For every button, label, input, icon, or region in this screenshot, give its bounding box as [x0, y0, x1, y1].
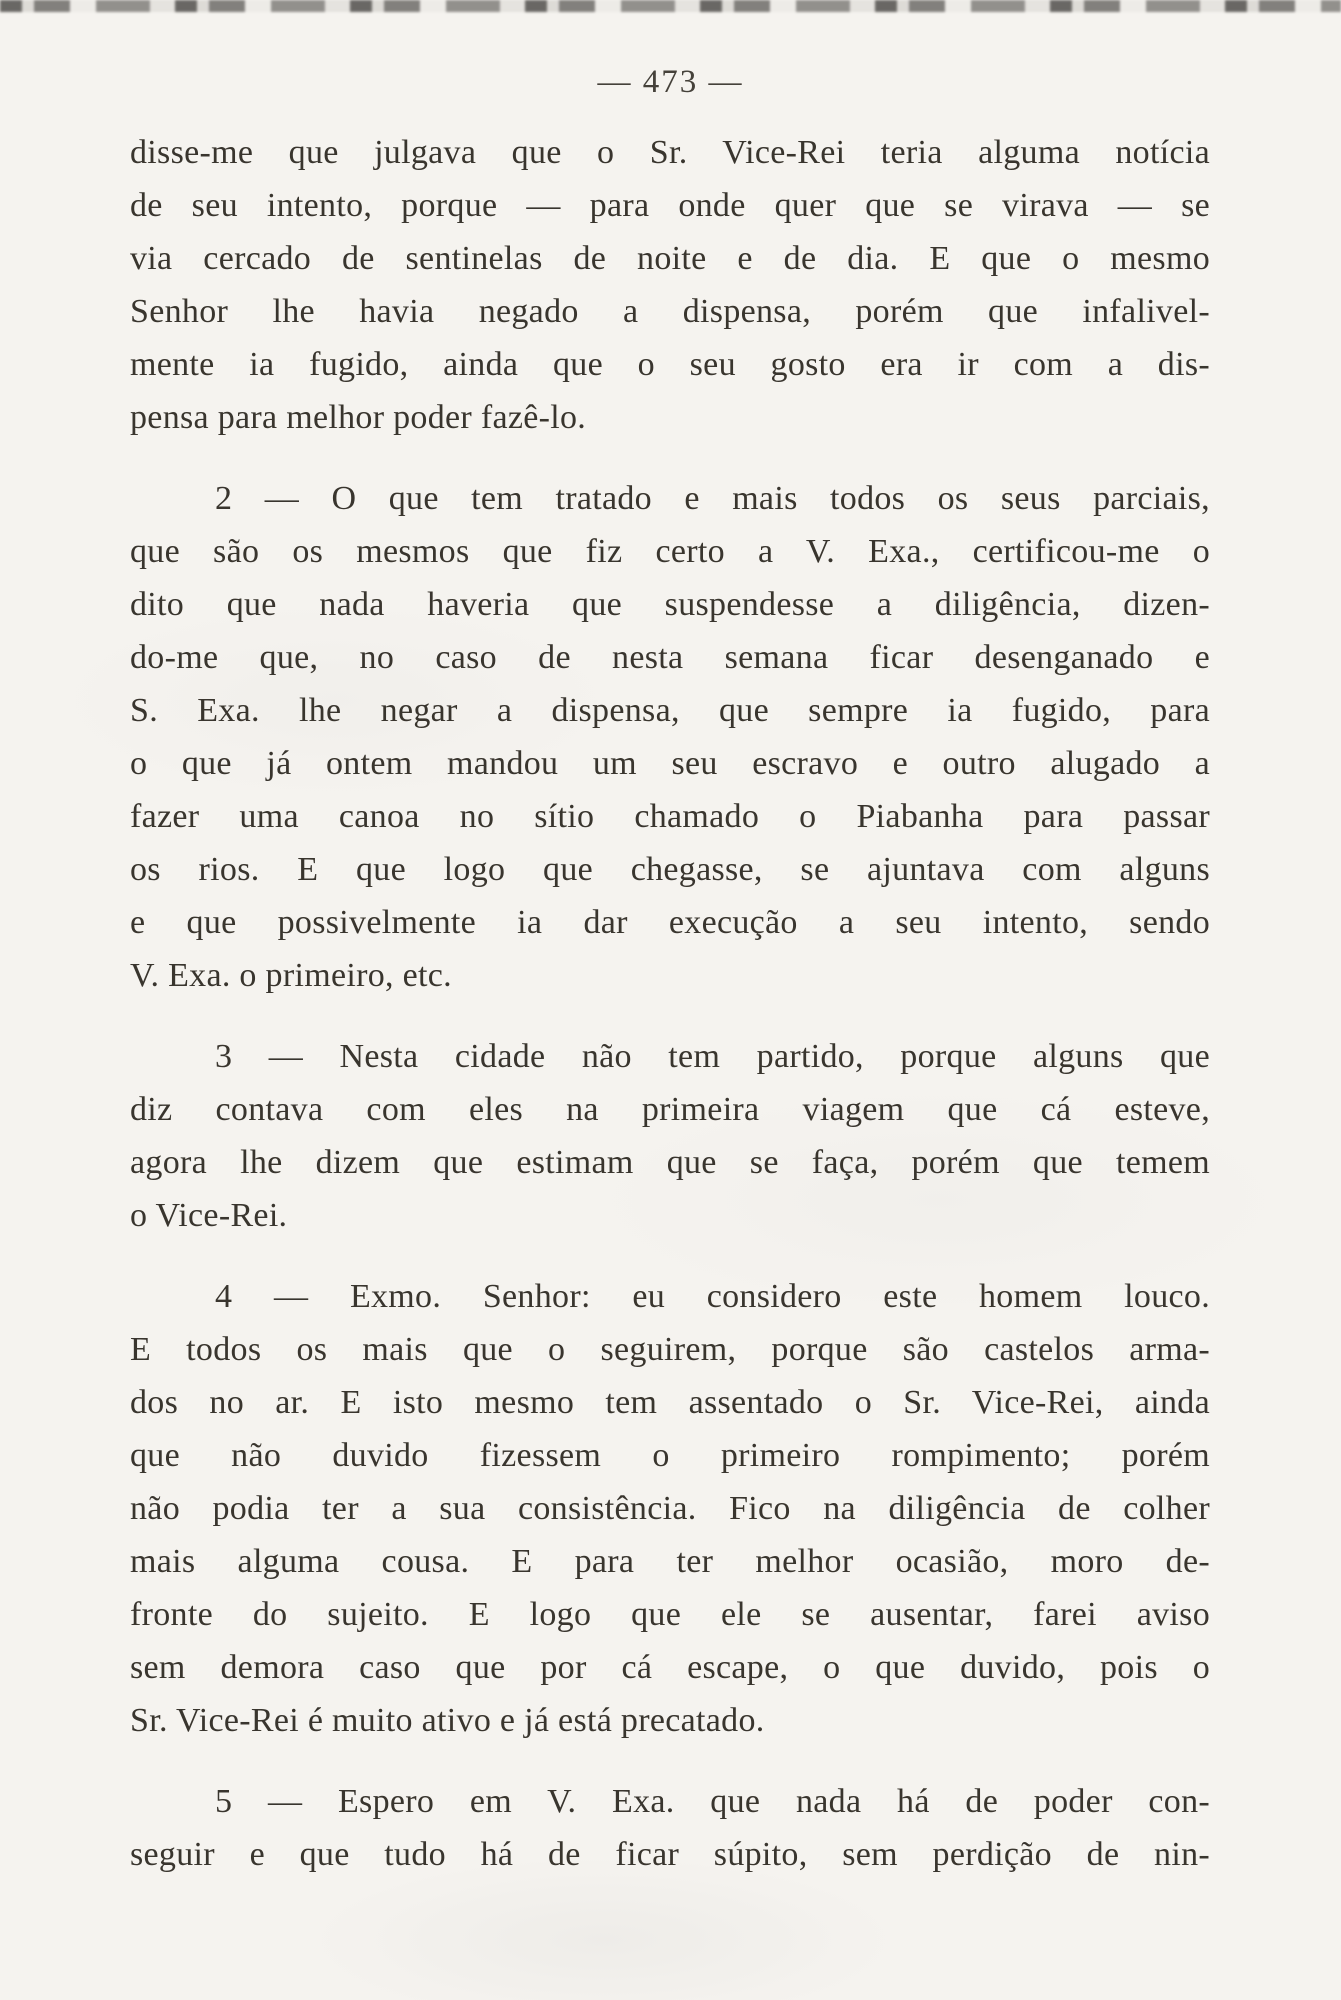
- text-line: diz contava com eles na primeira viagem que cá esteve,: [130, 1091, 1210, 1128]
- text-line: mais alguma cousa. E para ter melhor ocasião, moro de-: [130, 1543, 1210, 1580]
- text-line: o Vice-Rei.: [130, 1197, 288, 1234]
- text-line: Sr. Vice-Rei é muito ativo e já está precatado.: [130, 1702, 765, 1739]
- text-line: S. Exa. lhe negar a dispensa, que sempre ia fugido, para: [130, 692, 1210, 729]
- text-line: E todos os mais que o seguirem, porque são castelos arma-: [130, 1331, 1210, 1368]
- paragraph: [130, 1270, 1210, 1747]
- paragraph: [130, 1775, 1210, 1881]
- text-line: sem demora caso que por cá escape, o que duvido, pois o: [130, 1649, 1210, 1686]
- page-number: — 473 —: [597, 64, 744, 100]
- text-line: os rios. E que logo que chegasse, se ajuntava com alguns: [130, 851, 1210, 888]
- text-line: mente ia fugido, ainda que o seu gosto era ir com a dis-: [130, 346, 1210, 383]
- scan-edge-artifact: [0, 0, 1341, 12]
- text-line: que são os mesmos que fiz certo a V. Exa., certificou-me o: [130, 533, 1210, 570]
- text-line: do-me que, no caso de nesta semana ficar desenganado e: [130, 639, 1210, 676]
- text-line: 4 — Exmo. Senhor: eu considero este homem louco.: [215, 1278, 1210, 1315]
- text-line: fronte do sujeito. E logo que ele se ausentar, farei aviso: [130, 1596, 1210, 1633]
- text-line: de seu intento, porque — para onde quer que se virava — se: [130, 187, 1210, 224]
- text-line: e que possivelmente ia dar execução a seu intento, sendo: [130, 904, 1210, 941]
- text-line: que não duvido fizessem o primeiro rompimento; porém: [130, 1437, 1210, 1474]
- text-line: Senhor lhe havia negado a dispensa, porém que infalivel-: [130, 293, 1210, 330]
- text-line: V. Exa. o primeiro, etc.: [130, 957, 452, 994]
- text-line: não podia ter a sua consistência. Fico na diligência de colher: [130, 1490, 1210, 1527]
- paragraph: [130, 472, 1210, 1002]
- paragraph: [130, 1030, 1210, 1242]
- text-line: agora lhe dizem que estimam que se faça, porém que temem: [130, 1144, 1210, 1181]
- text-line: via cercado de sentinelas de noite e de dia. E que o mesmo: [130, 240, 1210, 277]
- text-line: seguir e que tudo há de ficar súpito, sem perdição de nin-: [130, 1836, 1210, 1873]
- text-line: disse-me que julgava que o Sr. Vice-Rei teria alguma notícia: [130, 134, 1210, 171]
- text-line: pensa para melhor poder fazê-lo.: [130, 399, 587, 436]
- text-line: 2 — O que tem tratado e mais todos os seus parciais,: [215, 480, 1210, 517]
- text-line: o que já ontem mandou um seu escravo e outro alugado a: [130, 745, 1210, 782]
- text-line: fazer uma canoa no sítio chamado o Piabanha para passar: [130, 798, 1210, 835]
- page-text: [130, 126, 1210, 1909]
- text-line: 5 — Espero em V. Exa. que nada há de poder con-: [215, 1783, 1210, 1820]
- text-line: dito que nada haveria que suspendesse a diligência, dizen-: [130, 586, 1210, 623]
- text-line: 3 — Nesta cidade não tem partido, porque alguns que: [215, 1038, 1210, 1075]
- paragraph: [130, 126, 1210, 444]
- text-line: dos no ar. E isto mesmo tem assentado o Sr. Vice-Rei, ainda: [130, 1384, 1210, 1421]
